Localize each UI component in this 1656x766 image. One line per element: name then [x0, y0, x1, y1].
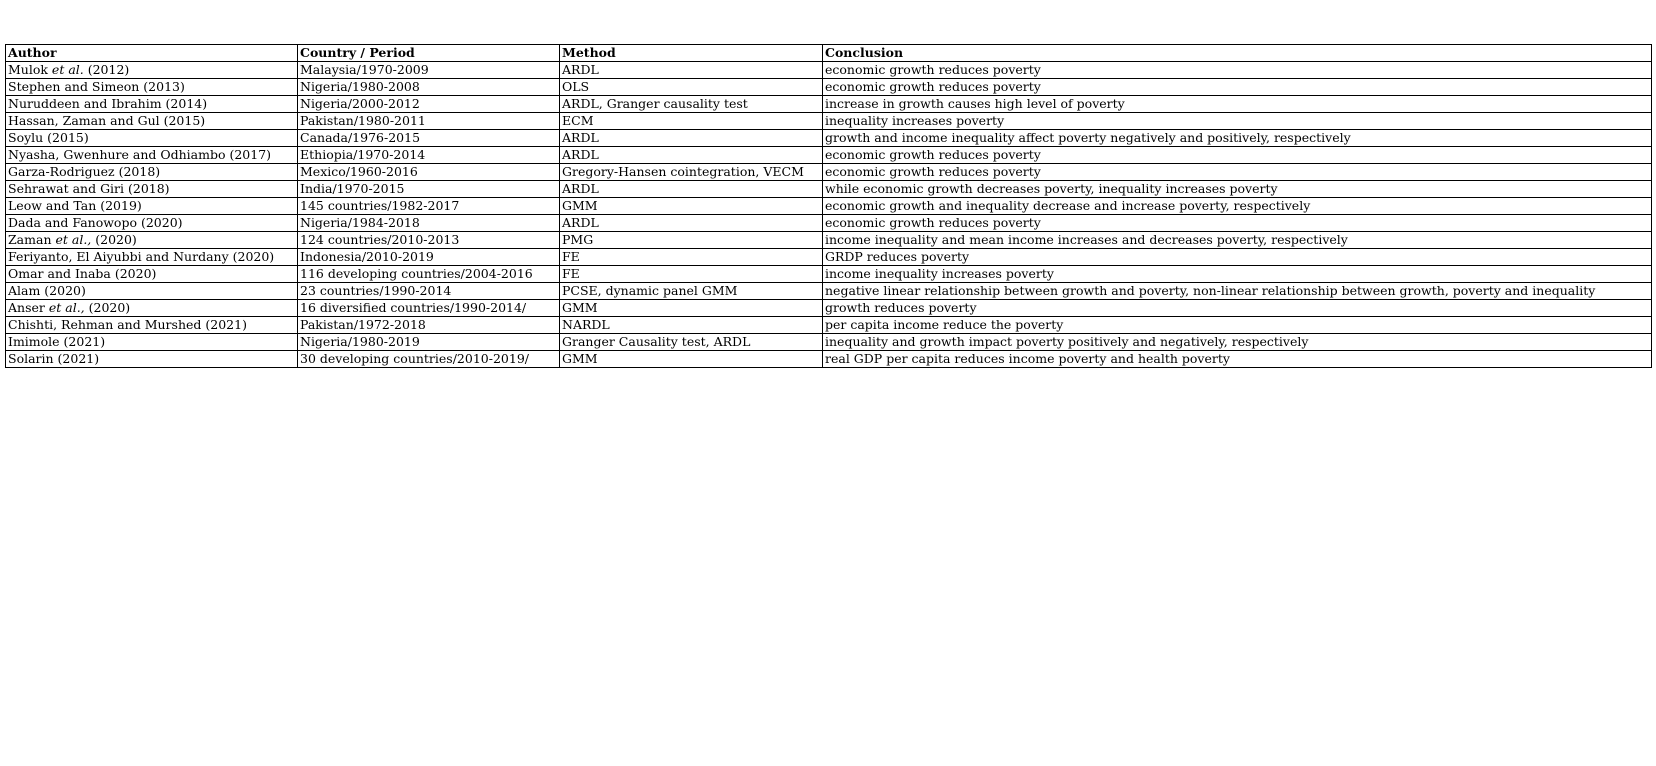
table-row: [6, 113, 1652, 130]
cell-country-period: Malaysia/1970-2009: [298, 62, 560, 79]
table-row: [6, 79, 1652, 96]
cell-method: FE: [560, 266, 823, 283]
literature-table: [5, 44, 1652, 368]
cell-country-period: 16 diversified countries/1990-2014/: [298, 300, 560, 317]
cell-method: ARDL: [560, 215, 823, 232]
cell-conclusion: economic growth reduces poverty: [823, 79, 1652, 96]
table-row: [6, 334, 1652, 351]
cell-method: ARDL, Granger causality test: [560, 96, 823, 113]
table-row: [6, 198, 1652, 215]
cell-conclusion: economic growth reduces poverty: [823, 164, 1652, 181]
cell-conclusion: inequality increases poverty: [823, 113, 1652, 130]
cell-method: FE: [560, 249, 823, 266]
cell-author: [6, 249, 298, 266]
author-name: Leow and Tan (2019): [8, 198, 142, 213]
cell-conclusion: income inequality and mean income increases and decreases poverty, respectively: [823, 232, 1652, 249]
cell-method: Granger Causality test, ARDL: [560, 334, 823, 351]
cell-method: ARDL: [560, 181, 823, 198]
author-name: Dada and Fanowopo (2020): [8, 215, 183, 230]
cell-method: GMM: [560, 300, 823, 317]
cell-conclusion: economic growth reduces poverty: [823, 147, 1652, 164]
cell-conclusion: economic growth reduces poverty: [823, 215, 1652, 232]
cell-author: [6, 232, 298, 249]
table-row: [6, 351, 1652, 368]
cell-method: ARDL: [560, 130, 823, 147]
author-name: Alam (2020): [8, 283, 86, 298]
author-name: Zaman: [8, 232, 52, 247]
author-name: Hassan, Zaman and Gul (2015): [8, 113, 206, 128]
cell-author: [6, 96, 298, 113]
author-year: (2020): [84, 300, 131, 315]
table-body: [6, 62, 1652, 368]
cell-author: [6, 215, 298, 232]
author-et-al: et al.,: [51, 232, 92, 247]
table-row: [6, 62, 1652, 79]
cell-country-period: Nigeria/2000-2012: [298, 96, 560, 113]
cell-country-period: Indonesia/2010-2019: [298, 249, 560, 266]
table-row: [6, 317, 1652, 334]
cell-author: [6, 79, 298, 96]
table-row: [6, 215, 1652, 232]
header-author: Author: [6, 45, 298, 62]
cell-conclusion: GRDP reduces poverty: [823, 249, 1652, 266]
cell-method: PMG: [560, 232, 823, 249]
cell-country-period: 116 developing countries/2004-2016: [298, 266, 560, 283]
header-conclusion: Conclusion: [823, 45, 1652, 62]
cell-country-period: Canada/1976-2015: [298, 130, 560, 147]
cell-method: OLS: [560, 79, 823, 96]
cell-method: PCSE, dynamic panel GMM: [560, 283, 823, 300]
cell-conclusion: economic growth and inequality decrease and increase poverty, respectively: [823, 198, 1652, 215]
cell-method: ARDL: [560, 62, 823, 79]
cell-author: [6, 147, 298, 164]
cell-country-period: 30 developing countries/2010-2019/: [298, 351, 560, 368]
author-name: Mulok: [8, 62, 48, 77]
cell-country-period: Mexico/1960-2016: [298, 164, 560, 181]
cell-author: [6, 198, 298, 215]
cell-method: ECM: [560, 113, 823, 130]
cell-conclusion: growth reduces poverty: [823, 300, 1652, 317]
cell-conclusion: income inequality increases poverty: [823, 266, 1652, 283]
cell-conclusion: inequality and growth impact poverty positively and negatively, respectively: [823, 334, 1652, 351]
author-year: (2012): [83, 62, 130, 77]
author-et-al: et al.: [47, 62, 84, 77]
cell-country-period: Nigeria/1980-2008: [298, 79, 560, 96]
cell-country-period: 124 countries/2010-2013: [298, 232, 560, 249]
cell-author: [6, 317, 298, 334]
cell-author: [6, 283, 298, 300]
cell-country-period: 23 countries/1990-2014: [298, 283, 560, 300]
table-row: [6, 300, 1652, 317]
author-name: Omar and Inaba (2020): [8, 266, 157, 281]
table-row: [6, 130, 1652, 147]
author-name: Stephen and Simeon (2013): [8, 79, 185, 94]
table-row: [6, 232, 1652, 249]
cell-author: [6, 113, 298, 130]
cell-country-period: Nigeria/1980-2019: [298, 334, 560, 351]
cell-conclusion: while economic growth decreases poverty, inequality increases poverty: [823, 181, 1652, 198]
header-method: Method: [560, 45, 823, 62]
table-row: [6, 164, 1652, 181]
author-name: Imimole (2021): [8, 334, 106, 349]
author-et-al: et al.,: [44, 300, 85, 315]
table-row: [6, 96, 1652, 113]
cell-author: [6, 351, 298, 368]
table-row: [6, 249, 1652, 266]
cell-conclusion: increase in growth causes high level of poverty: [823, 96, 1652, 113]
header-country-period: Country / Period: [298, 45, 560, 62]
cell-conclusion: per capita income reduce the poverty: [823, 317, 1652, 334]
cell-country-period: Nigeria/1984-2018: [298, 215, 560, 232]
cell-country-period: 145 countries/1982-2017: [298, 198, 560, 215]
author-name: Feriyanto, El Aiyubbi and Nurdany (2020): [8, 249, 275, 264]
cell-country-period: Pakistan/1980-2011: [298, 113, 560, 130]
table-row: [6, 147, 1652, 164]
cell-country-period: Ethiopia/1970-2014: [298, 147, 560, 164]
cell-conclusion: growth and income inequality affect poverty negatively and positively, respectively: [823, 130, 1652, 147]
cell-author: [6, 130, 298, 147]
cell-author: [6, 164, 298, 181]
table-row: [6, 181, 1652, 198]
cell-country-period: Pakistan/1972-2018: [298, 317, 560, 334]
author-year: (2020): [91, 232, 137, 247]
author-name: Chishti, Rehman and Murshed (2021): [8, 317, 247, 332]
cell-author: [6, 334, 298, 351]
header-row: [6, 45, 1652, 62]
cell-method: ARDL: [560, 147, 823, 164]
cell-author: [6, 62, 298, 79]
cell-author: [6, 181, 298, 198]
cell-conclusion: economic growth reduces poverty: [823, 62, 1652, 79]
author-name: Soylu (2015): [8, 130, 89, 145]
table-row: [6, 266, 1652, 283]
author-name: Nuruddeen and Ibrahim (2014): [8, 96, 208, 111]
cell-method: GMM: [560, 198, 823, 215]
cell-country-period: India/1970-2015: [298, 181, 560, 198]
cell-method: NARDL: [560, 317, 823, 334]
cell-author: [6, 266, 298, 283]
author-name: Solarin (2021): [8, 351, 100, 366]
author-name: Nyasha, Gwenhure and Odhiambo (2017): [8, 147, 272, 162]
cell-method: GMM: [560, 351, 823, 368]
cell-method: Gregory-Hansen cointegration, VECM: [560, 164, 823, 181]
author-name: Sehrawat and Giri (2018): [8, 181, 170, 196]
cell-author: [6, 300, 298, 317]
table-row: [6, 283, 1652, 300]
cell-conclusion: negative linear relationship between growth and poverty, non-linear relationship between growth, poverty and inequality: [823, 283, 1652, 300]
cell-conclusion: real GDP per capita reduces income poverty and health poverty: [823, 351, 1652, 368]
author-name: Garza-Rodriguez (2018): [8, 164, 161, 179]
author-name: Anser: [8, 300, 45, 315]
